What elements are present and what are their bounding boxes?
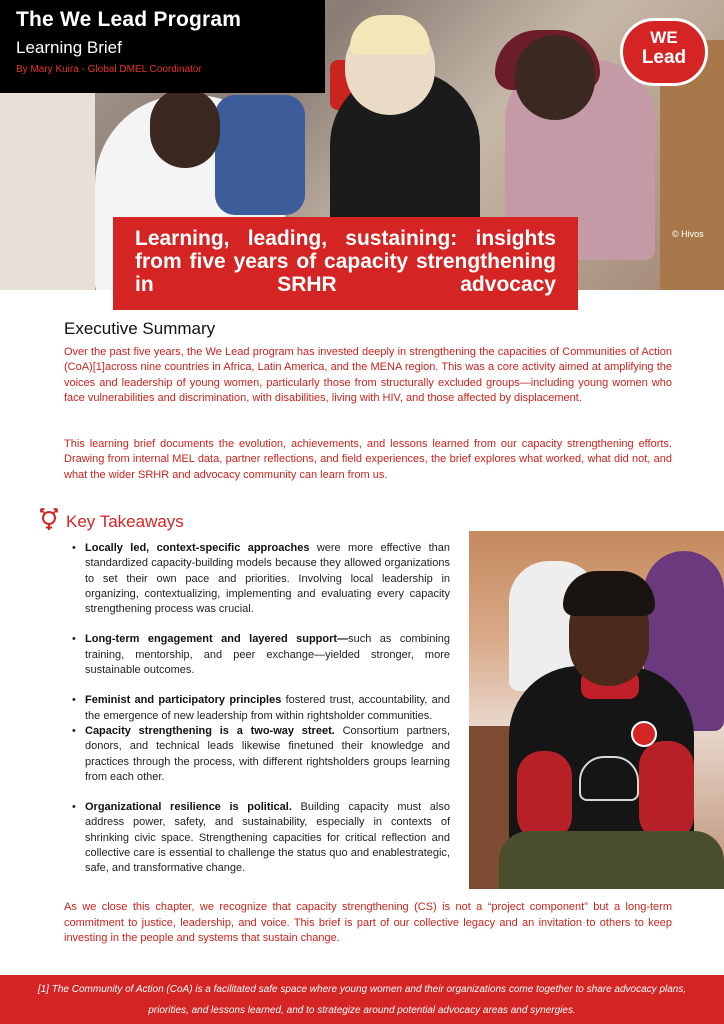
takeaway-item: [72, 724, 450, 785]
photo-person-jeans: [215, 95, 305, 215]
program-title: The We Lead Program: [16, 8, 242, 31]
photo-person-head: [150, 88, 220, 168]
photo-background-wall: [0, 90, 95, 290]
author-line: By Mary Kuira - Global DMEL Coordinator: [16, 64, 202, 75]
takeaway-body: fostered trust, accountability, and the emergence of new leadership from within rightsholder communities.: [85, 694, 450, 722]
key-takeaways-heading: Key Takeaways: [66, 512, 184, 531]
takeaways-list: [72, 541, 450, 877]
takeaway-lead: Capacity strengthening is a two-way street.: [85, 724, 335, 737]
photo-shirt-print: [579, 756, 639, 801]
photo-person-legs: [499, 831, 724, 889]
takeaway-body: Consortium partners, donors, and technical leads likewise finetuned their knowledge and practices through the process, with different rightsholders groups learning from each other.: [85, 724, 451, 783]
executive-summary-heading: Executive Summary: [64, 319, 216, 338]
logo-text-lead: Lead: [641, 47, 687, 68]
we-lead-logo: [620, 18, 708, 86]
takeaway-item: [72, 800, 450, 876]
executive-summary-paragraph: Over the past five years, the We Lead program has invested deeply in strengthening the capacities of Communities of Action (CoA)[1]across nine countries in Africa, Latin America, and the MENA region. This was a core activity aimed at amplifying the voices and leadership of young women, particularly those from structurally excluded groups—including young women who face vulnerabilities and discrimination, with disabilities, living with HIV, and those affected by displacement.: [64, 346, 672, 404]
participant-photo: [469, 531, 724, 889]
footnote-text: [1] The Community of Action (CoA) is a facilitated safe space where young women and their organizations come together to share advocacy plans, priorities, and lessons learned, and to strategize around potential advocacy areas and synergies.: [37, 984, 687, 1016]
takeaway-item: [72, 632, 450, 678]
photo-person-hair: [563, 571, 655, 616]
bullet-icon: •: [72, 694, 76, 707]
takeaway-lead: Long-term engagement and layered support—: [85, 633, 349, 646]
photo-person-hair: [350, 15, 430, 55]
footnote-bar: [0, 975, 724, 1024]
headline-text: Learning, leading, sustaining: insights from five years of capacity strengthening in SRHR advocacy: [135, 227, 556, 296]
photo-shirt-logo: [631, 721, 657, 747]
takeaway-lead: Locally led, context-specific approaches: [85, 542, 310, 554]
document-subtitle: Learning Brief: [16, 38, 122, 57]
takeaway-lead: Organizational resilience is political.: [85, 801, 292, 814]
closing-paragraph: As we close this chapter, we recognize that capacity strengthening (CS) is not a “project component” but a long-term commitment to justice, leadership, and voice. This brief is part of our collective legacy and an invitation to others to keep investing in the people and systems that sustain change.: [64, 901, 672, 945]
title-block: [0, 0, 325, 93]
takeaway-body: such as combining training, mentorship, and peer exchange—yielded stronger, more sustainable outcomes.: [85, 633, 451, 677]
bullet-icon: •: [72, 633, 76, 646]
bullet-icon: •: [72, 801, 76, 814]
photo-person-sleeve: [517, 751, 572, 841]
headline-banner: [113, 217, 578, 310]
takeaway-item: [72, 693, 450, 724]
takeaway-lead: Feminist and participatory principles: [85, 694, 282, 707]
bullet-icon: •: [72, 724, 76, 737]
takeaway-item: [72, 541, 450, 617]
photo-person-head: [515, 35, 595, 120]
gender-symbol-icon: [38, 507, 60, 531]
logo-text-we: WE: [650, 28, 678, 47]
bullet-icon: •: [72, 542, 76, 554]
takeaway-body: Building capacity must also address power, safety, and sustainability, especially in contexts of shrinking civic space. Strengthening capacities for critical reflection and collective care is essential to challenge the status quo and enablestrategic, safe, and transformative change.: [85, 801, 450, 875]
photo-credit: © Hivos: [672, 229, 704, 239]
takeaway-body: were more effective than standardized capacity-building models because they allowed organizations to set their own pace and priorities. Involving local leadership in organizing, contextualizing, implementing and evaluating every capacity strengthening process was crucial.: [85, 542, 450, 616]
executive-summary-paragraph: This learning brief documents the evolution, achievements, and lessons learned from our capacity strengthening efforts. Drawing from internal MEL data, partner reflections, and field experiences, the brief explores what worked, what did not, and what the wider SRHR and advocacy community can learn from us.: [64, 438, 672, 481]
photo-person-sleeve: [639, 741, 694, 841]
